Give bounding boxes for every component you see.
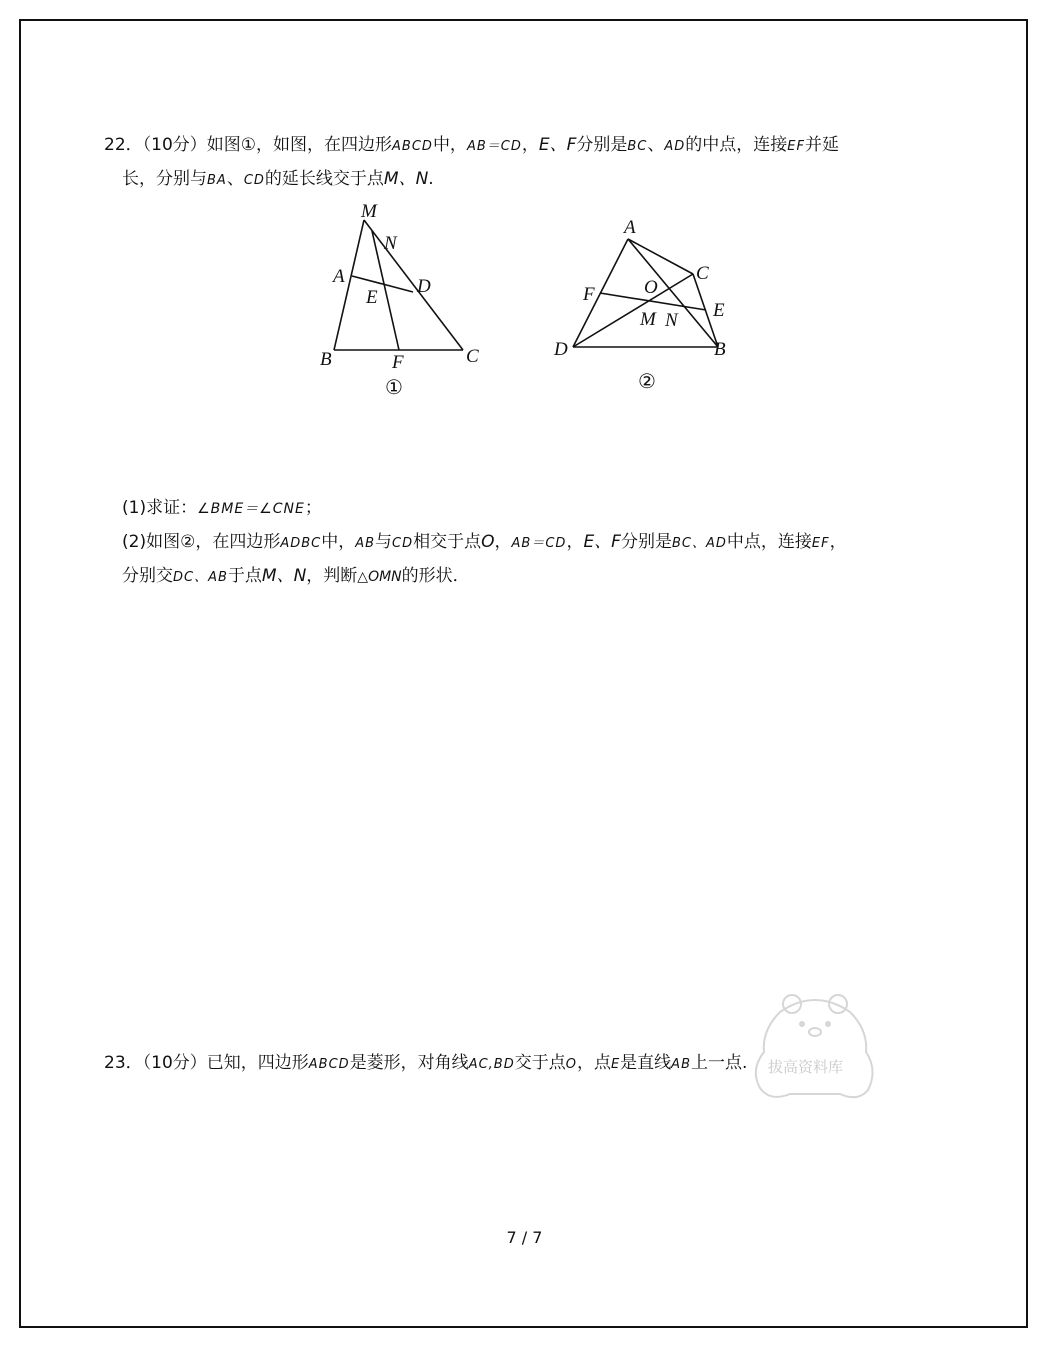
math-ef2: EF [787,139,805,154]
part2-text: ， [829,532,847,552]
label-a: A [333,266,345,287]
q22-part-1 [122,497,322,520]
label-c: C [696,263,709,284]
figure-2-caption: ② [638,371,656,393]
label-m: M [640,309,656,330]
math-o: O [481,532,495,552]
q23-text: 上一点. [690,1053,748,1073]
math-ef: E、F [583,532,621,552]
q23-text: 是直线 [620,1053,672,1073]
watermark [740,990,880,1110]
q22-text: 中， [432,135,467,155]
q22-part-2-line-2 [122,565,470,589]
line-mc [364,220,463,350]
math-ab: AB [355,536,376,551]
q22-text: 如图①，如图，在四边形 [206,135,393,155]
part2-text: 分别是 [620,532,672,552]
math-ab-eq-cd: AB＝CD [466,139,522,154]
q22-line-1 [104,134,839,158]
math-angle-eq: ∠BME＝∠CNE [197,501,305,517]
q22-text: 分别是 [576,135,628,155]
q23-text: 交于点 [514,1053,566,1073]
part2-text: 相交于点 [413,532,482,552]
label-m: M [361,201,377,222]
label-e: E [713,300,725,321]
q22-text: 、 [226,169,244,189]
label-b: B [320,349,332,370]
q23-line-1 [104,1052,747,1076]
part2-text: 分别交 [122,566,173,586]
part2-text: ， [566,532,584,552]
q23-text: 已知，四边形 [206,1053,309,1073]
q22-text: . [428,169,434,189]
label-a: A [624,217,636,238]
label-d: D [554,339,568,360]
label-f: F [392,352,404,373]
math-abcd: ABCD [308,1057,350,1072]
label-n: N [665,310,678,331]
math-ab-eq-cd: AB＝CD [511,536,567,551]
q22-number: 22． [104,135,143,155]
q23-text: ，点 [576,1053,611,1073]
line-ac [628,239,693,274]
math-mn: M、N [383,169,429,189]
math-ac-bd: AC,BD [468,1057,515,1072]
figure-2 [548,212,748,397]
q22-text: 并延 [804,135,839,155]
label-e: E [366,287,378,308]
part1-text: ； [304,498,322,518]
label-n: N [384,233,397,254]
math-ab: AB [671,1057,691,1072]
label-d: D [417,276,431,297]
math-ad: AD [664,139,686,154]
q22-line-2 [122,168,434,192]
page-border [19,19,1028,1328]
math-bc-ad: BC、AD [671,536,727,551]
figure-1-caption: ① [385,377,403,399]
q22-text: ， [521,135,539,155]
math-ef2: EF [811,536,830,551]
math-mn: M、N [261,566,307,586]
q23-points: （10分） [142,1053,207,1073]
part2-text: ，判断 [306,566,358,586]
math-bc: BC [627,139,648,154]
math-triangle-omn: △OMN [357,569,402,585]
math-cd: CD [243,173,265,188]
figure-1 [310,198,510,403]
part2-text: 中点，连接 [726,532,812,552]
part2-text: 于点 [227,566,262,586]
math-ba: BA [207,173,227,188]
watermark-text: 拔高资料库 [768,1058,844,1076]
part2-text: 与 [375,532,393,552]
q22-text: 、 [647,135,665,155]
bear-icon [756,995,873,1097]
part1-label: (1)求证： [122,498,198,518]
q22-points: （10分） [142,135,207,155]
part2-text: (2)如图②，在四边形 [122,532,281,552]
page-number: 7 / 7 [506,1228,543,1247]
math-cd: CD [392,536,414,551]
part2-text: ， [494,532,512,552]
math-abcd: ABCD [392,139,433,154]
label-f: F [583,284,595,305]
part2-text: 中， [321,532,356,552]
label-o: O [644,277,658,298]
q22-text: 的中点，连接 [685,135,788,155]
math-dc-ab: DC、AB [173,570,228,585]
q22-part-2-line-1 [122,531,847,555]
math-e: E [610,1057,621,1072]
q23-number: 23． [104,1053,143,1073]
q22-text: 长，分别与 [122,169,207,189]
part2-text: 的形状． [401,566,470,586]
math-o: O [565,1057,577,1072]
math-ef: E、F [538,135,577,155]
math-adbc: ADBC [280,536,322,551]
q22-text: 的延长线交于点 [264,169,384,189]
label-b: B [714,339,726,360]
q23-text: 是菱形，对角线 [349,1053,469,1073]
label-c: C [466,346,479,367]
